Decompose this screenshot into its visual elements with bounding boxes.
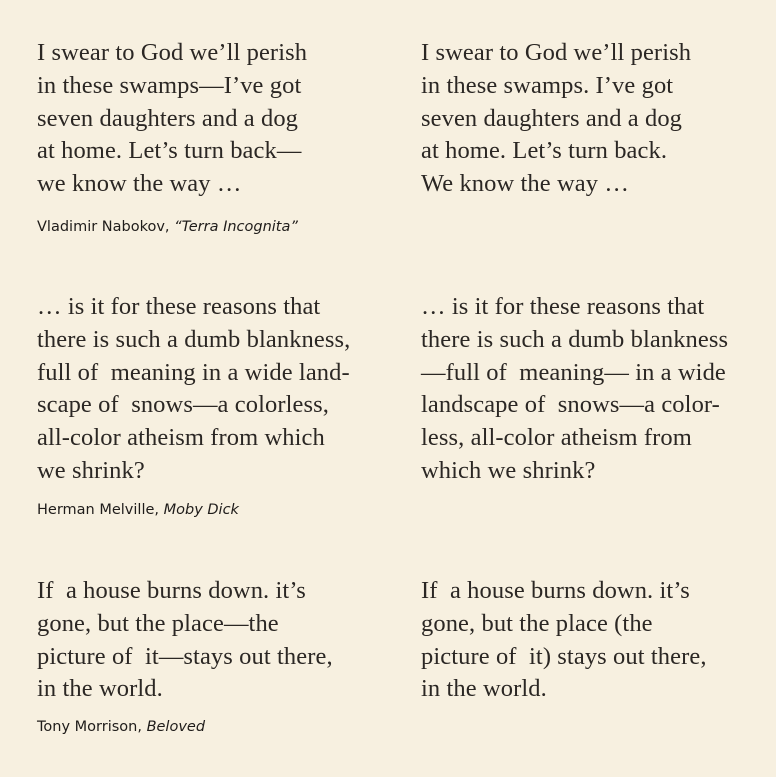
passage-1-revised: I swear to God we’ll perish in these swamps. I’ve got seven daughters and a dog at home. Let’s turn back. We know the way … [421,39,692,198]
attribution-1-author: Vladimir Nabokov, [37,219,175,235]
attribution-3-author: Tony Morrison, [37,719,147,735]
attribution-2-author: Herman Melville, [37,502,164,518]
attribution-3-work: Beloved [146,719,206,735]
passage-3-with-dashes: If a house burns down. it’s gone, but the place—the picture of it—stays out there, in the world. [37,577,333,703]
attribution-1-work: “Terra Incognita” [174,219,298,235]
attribution-3 [37,718,205,736]
passage-2-with-dashes: … is it for these reasons that there is such a dumb blankness, full of meaning in a wide land- scape of snows—a colorless, all-color atheism from which we shrink? [37,293,351,484]
attribution-1 [37,218,298,236]
attribution-2-work: Moby Dick [163,502,239,518]
passage-1-with-dashes: I swear to God we’ll perish in these swamps—I’ve got seven daughters and a dog at home. Let’s turn back— we know the way … [37,39,308,198]
passage-3-revised: If a house burns down. it’s gone, but the place (the picture of it) stays out there, in the world. [421,577,707,703]
attribution-2 [37,501,239,519]
passage-2-revised: … is it for these reasons that there is such a dumb blankness —full of meaning— in a wide landscape of snows—a color- less, all-color atheism from which we shrink? [421,293,729,484]
